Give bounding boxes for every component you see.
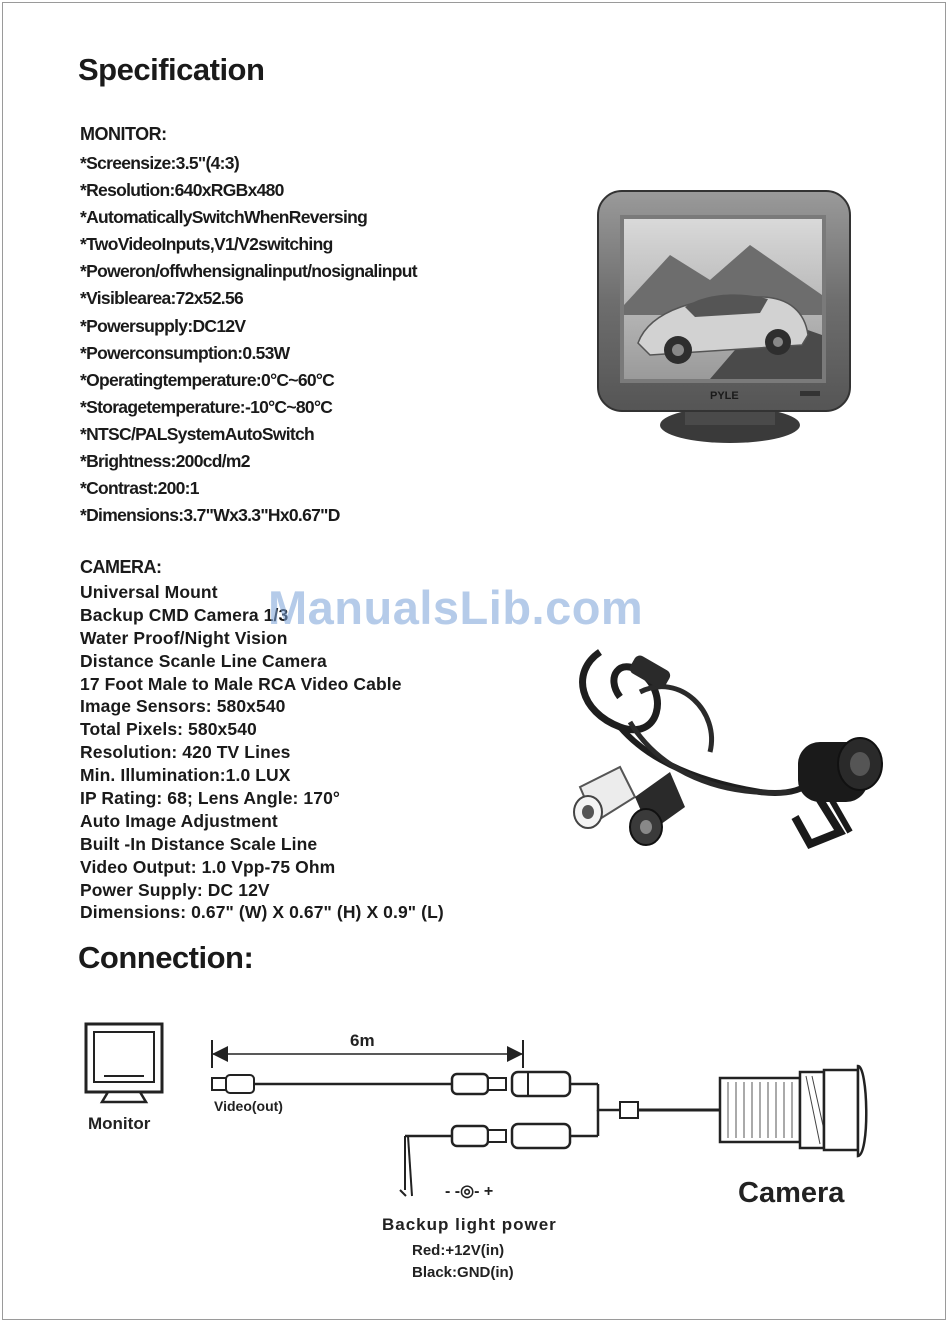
monitor-spec-list xyxy=(80,150,417,529)
monitor-spec-item: *Resolution:640xRGBx480 xyxy=(80,180,284,201)
camera-spec-item: Backup CMD Camera 1/3 xyxy=(80,604,289,625)
watermark: ManualsLib.com xyxy=(268,581,644,634)
monitor-spec-item: *AutomaticallySwitchWhenReversing xyxy=(80,207,368,228)
monitor-icon xyxy=(86,1024,162,1102)
monitor-spec-item: *TwoVideoInputs,V1/V2switching xyxy=(80,234,333,255)
connection-title: Connection: xyxy=(78,940,254,975)
specification-title: Specification xyxy=(78,52,265,87)
monitor-spec-item: *Powersupply:DC12V xyxy=(80,315,246,336)
monitor-spec-item: *Screensize:3.5"(4:3) xyxy=(80,153,239,173)
monitor-product-image xyxy=(590,185,855,447)
camera-spec-item: Image Sensors: 580x540 xyxy=(80,696,286,717)
monitor-spec-item: *Brightness:200cd/m2 xyxy=(80,451,250,472)
black-wire-label: Black:GND(in) xyxy=(412,1264,514,1281)
camera-spec-item: Total Pixels: 580x540 xyxy=(80,719,257,740)
monitor-spec-item: *NTSC/PALSystemAutoSwitch xyxy=(80,423,315,444)
camera-spec-item: Dimensions: 0.67" (W) X 0.67" (H) X 0.9" (L) xyxy=(80,902,444,923)
connection-diagram xyxy=(60,1000,910,1300)
camera-spec-item: IP Rating: 68; Lens Angle: 170° xyxy=(80,788,341,809)
monitor-spec-item: *Contrast:200:1 xyxy=(80,478,199,499)
camera-spec-item: Water Proof/Night Vision xyxy=(80,627,288,648)
monitor-label: Monitor xyxy=(88,1114,151,1133)
power-symbol: - -◎- + xyxy=(445,1183,494,1200)
camera-spec-item: Power Supply: DC 12V xyxy=(80,879,270,900)
monitor-spec-item: *Powerconsumption:0.53W xyxy=(80,342,290,363)
video-out-label: Video(out) xyxy=(214,1098,283,1114)
monitor-spec-item: *Visiblearea:72x52.56 xyxy=(80,288,244,309)
camera-spec-item: Distance Scanle Line Camera xyxy=(80,650,327,671)
brand-logo: PYLE xyxy=(710,390,739,402)
camera-spec-item: Universal Mount xyxy=(80,582,218,602)
monitor-spec-item: *Storagetemperature:-10°C~80°C xyxy=(80,396,333,417)
camera-product-image xyxy=(560,632,900,862)
camera-spec-item: 17 Foot Male to Male RCA Video Cable xyxy=(80,673,402,694)
camera-spec-item: Min. Illumination:1.0 LUX xyxy=(80,765,291,786)
monitor-spec-item: *Poweron/offwhensignalinput/nosignalinput xyxy=(80,261,417,282)
monitor-heading: MONITOR: xyxy=(80,124,167,144)
camera-spec-item: Video Output: 1.0 Vpp-75 Ohm xyxy=(80,856,336,877)
monitor-spec-item: *Operatingtemperature:0°C~60°C xyxy=(80,369,335,390)
camera-label: Camera xyxy=(738,1177,845,1209)
camera-spec-item: Auto Image Adjustment xyxy=(80,810,278,831)
red-wire-label: Red:+12V(in) xyxy=(412,1242,505,1259)
camera-spec-item: Built -In Distance Scale Line xyxy=(80,833,318,854)
backup-power-label: Backup light power xyxy=(382,1215,557,1234)
camera-heading: CAMERA: xyxy=(80,557,162,577)
monitor-spec-item: *Dimensions:3.7"Wx3.3"Hx0.67"D xyxy=(80,505,340,526)
cable-length-label: 6m xyxy=(350,1031,375,1050)
camera-spec-item: Resolution: 420 TV Lines xyxy=(80,742,291,763)
camera-body-icon xyxy=(720,1066,866,1156)
